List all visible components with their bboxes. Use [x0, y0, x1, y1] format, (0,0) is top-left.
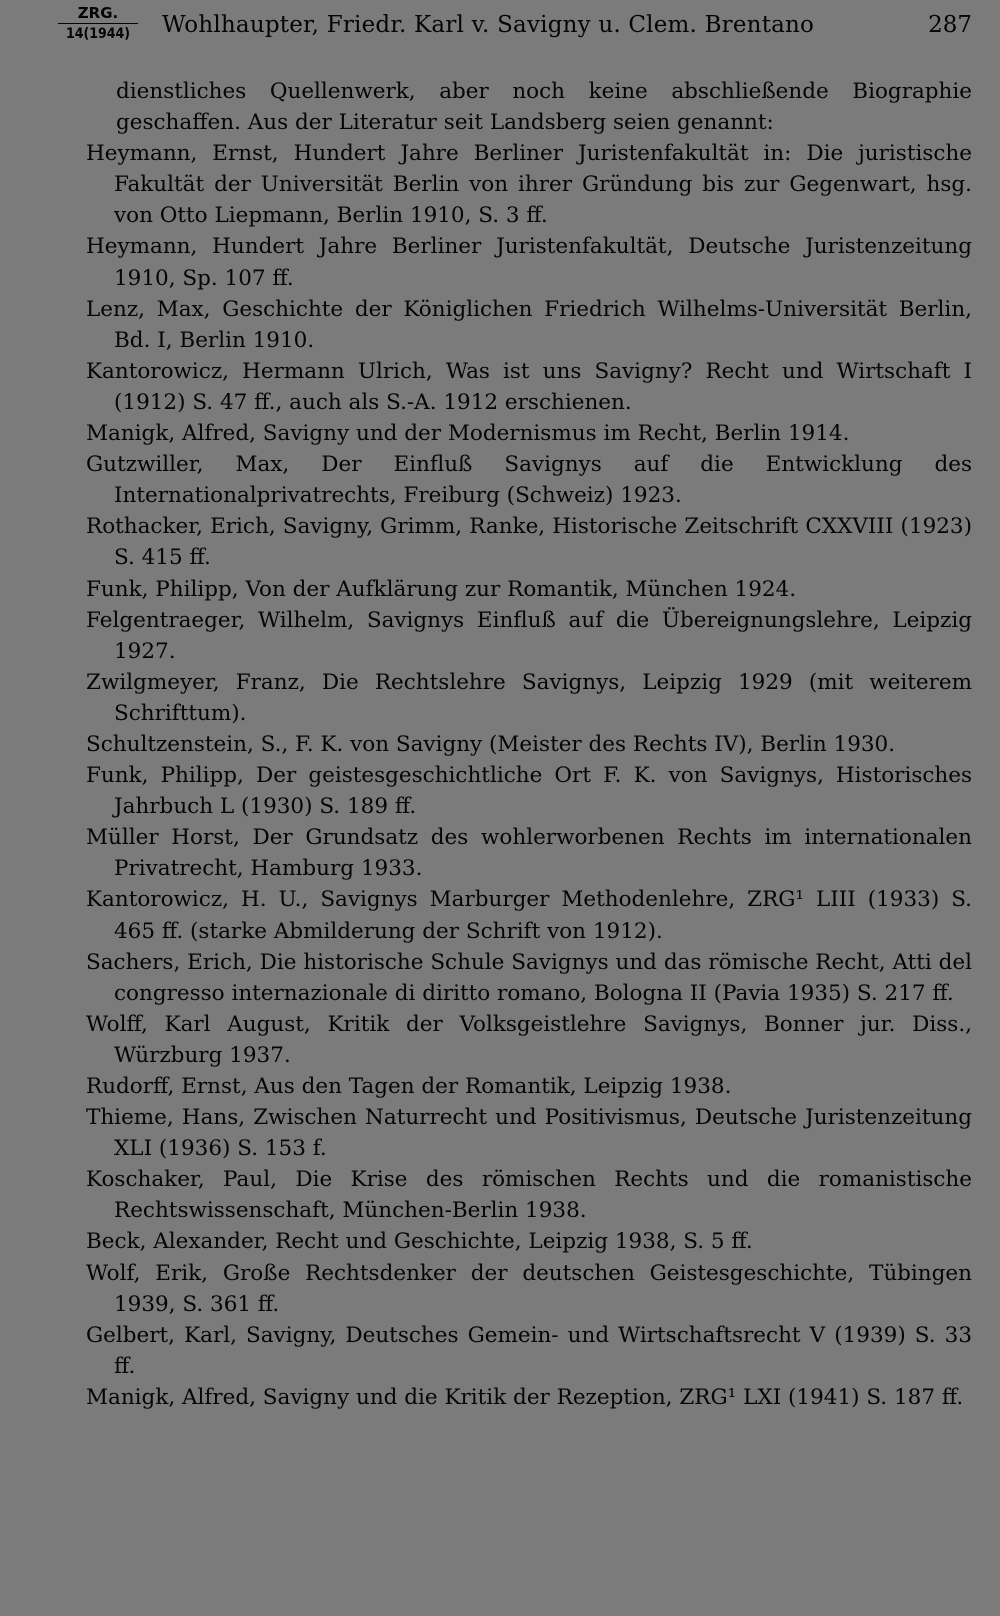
page-header [58, 4, 972, 50]
bibliography-entry: Müller Horst, Der Grundsatz des wohlerworbenen Rechts im internationalen Privatrecht, Hamburg 1933. [86, 825, 972, 882]
bibliography-section [86, 76, 972, 1413]
bibliography-entry: Thieme, Hans, Zwischen Naturrecht und Positivismus, Deutsche Juristenzeitung XLI (1936) S. 153 f. [86, 1105, 972, 1162]
bibliography-entry: Manigk, Alfred, Savigny und der Modernismus im Recht, Berlin 1914. [86, 421, 850, 447]
intro-paragraph: dienstliches Quellenwerk, aber noch keine abschließende Biographie geschaffen. Aus der Literatur seit Landsberg seien genannt: [116, 79, 972, 136]
bibliography-entry: Rothacker, Erich, Savigny, Grimm, Ranke, Historische Zeitschrift CXXVIII (1923) S. 415 ff. [86, 514, 972, 571]
bibliography-entry: Rudorff, Ernst, Aus den Tagen der Romantik, Leipzig 1938. [86, 1074, 732, 1099]
bibliography-entry: Heymann, Hundert Jahre Berliner Juristenfakultät, Deutsche Juristenzeitung 1910, Sp. 107 ff. [86, 234, 972, 291]
bibliography-entry: Felgentraeger, Wilhelm, Savignys Einfluß auf die Übereignungslehre, Leipzig 1927. [86, 607, 972, 664]
bibliography-entry: Heymann, Ernst, Hundert Jahre Berliner Juristenfakultät in: Die juristische Fakultät der Universität Berlin von ihrer Gründung bis zur Gegenwart, hsg. von Otto Liepmann, Berlin 1910, S. 3 ff. [86, 141, 972, 229]
bibliography-entry: Zwilgmeyer, Franz, Die Rechtslehre Savignys, Leipzig 1929 (mit weiterem Schrifttum). [86, 669, 972, 726]
journal-abbreviation: ZRG. [58, 4, 138, 24]
bibliography-entry: Wolf, Erik, Große Rechtsdenker der deutschen Geistesgeschichte, Tübingen 1939, S. 361 ff. [86, 1260, 972, 1317]
bibliography-entry: Gutzwiller, Max, Der Einfluß Savignys auf die Entwicklung des Internationalprivatrechts, Freiburg (Schweiz) 1923. [86, 452, 972, 509]
bibliography-entry: Kantorowicz, Hermann Ulrich, Was ist uns Savigny? Recht und Wirtschaft I (1912) S. 47 ff., auch als S.-A. 1912 erschienen. [86, 358, 972, 415]
running-title: Wohlhaupter, Friedr. Karl v. Savigny u. Clem. Brentano [162, 12, 815, 38]
bibliography-entry: Schultzenstein, S., F. K. von Savigny (Meister des Rechts IV), Berlin 1930. [86, 731, 896, 757]
page-number: 287 [928, 12, 972, 38]
journal-reference [58, 4, 138, 44]
bibliography-entry: Koschaker, Paul, Die Krise des römischen Rechts und die romanistische Rechtswissenschaft, München-Berlin 1938. [86, 1167, 972, 1224]
bibliography-entry: Beck, Alexander, Recht und Geschichte, Leipzig 1938, S. 5 ff. [86, 1229, 753, 1255]
bibliography-entry: Lenz, Max, Geschichte der Königlichen Friedrich Wilhelms-Universität Berlin, Bd. I, Berlin 1910. [86, 296, 972, 353]
journal-volume: 14(1944) [65, 26, 131, 42]
bibliography-entry: Sachers, Erich, Die historische Schule Savignys und das römische Recht, Atti del congresso internazionale di diritto romano, Bologna II (Pavia 1935) S. 217 ff. [86, 949, 972, 1006]
bibliography-entry: Wolff, Karl August, Kritik der Volksgeistlehre Savignys, Bonner jur. Diss., Würzburg 1937. [86, 1011, 972, 1068]
bibliography-entry: Funk, Philipp, Der geistesgeschichtliche Ort F. K. von Savignys, Historisches Jahrbuch L (1930) S. 189 ff. [86, 763, 972, 820]
bibliography-entry: Manigk, Alfred, Savigny und die Kritik der Rezeption, ZRG¹ LXI (1941) S. 187 ff. [86, 1384, 964, 1410]
bibliography-entry: Kantorowicz, H. U., Savignys Marburger Methodenlehre, ZRG¹ LIII (1933) S. 465 ff. (starke Abmilderung der Schrift von 1912). [86, 887, 972, 944]
bibliography-entry: Funk, Philipp, Von der Aufklärung zur Romantik, München 1924. [86, 576, 797, 602]
bibliography-entry: Gelbert, Karl, Savigny, Deutsches Gemein- und Wirtschaftsrecht V (1939) S. 33 ff. [86, 1322, 972, 1379]
